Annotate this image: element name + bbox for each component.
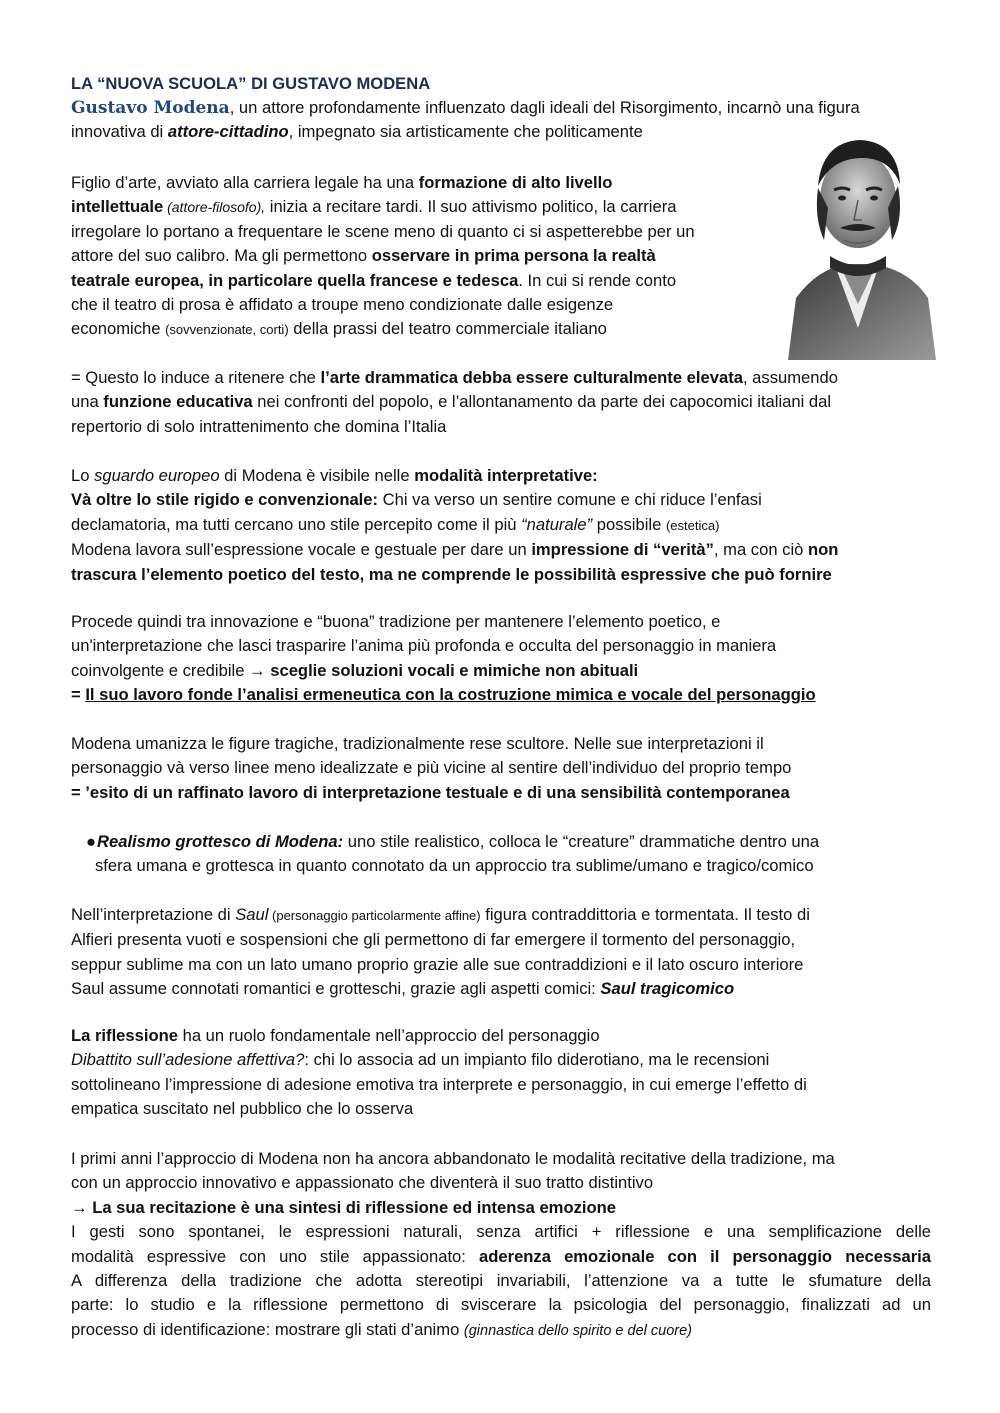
paragraph-formation: Figlio d’arte, avviato alla carriera legale ha una formazione di alto livello intellettuale (attore-filosofo), inizia a recitare tardi. Il suo attivismo politico, la carriera irregolare lo portano a frequentare le scene meno di quanto ci si aspetterebbe per un attore del suo calibro. Ma gli permettono osservare in prima persona la realtà teatrale europea, in particolare quella francese e tedesca. In cui si rende conto che il teatro di prosa è affidato a troupe meno condizionate dalle esigenze economiche (sovvenzionate, corti) della prassi del teatro commerciale italiano bbox=[71, 173, 695, 339]
paragraph-innovation: Procede quindi tra innovazione e “buona” tradizione per mantenere l’elemento poetico, e un'interpretazione che lasci trasparire l’anima più profonda e occulta del personaggio in maniera coinvolgente e credibile → sceglie soluzioni vocali e mimiche non abituali = Il suo lavoro fonde l’analisi ermeneutica con la costruzione mimica e vocale del personaggio bbox=[71, 612, 816, 705]
paragraph-dramatic-art: = Questo lo induce a ritenere che l’arte drammatica debba essere culturalmente elevata, assumendo una funzione educativa nei confronti del popolo, e l’allontanamento da parte dei capocomici italiani dal repertorio di solo intrattenimento che domina l’Italia bbox=[71, 368, 838, 436]
paragraph-european-view: Lo sguardo europeo di Modena è visibile nelle modalità interpretative: Và oltre lo stile rigido e convenzionale: Chi va verso un sentire comune e chi riduce l’enfasi declamatoria, ma tutti cercano uno stile percepito come il più “naturale” possibile (estetica) Modena lavora sull’espressione vocale e gestuale per dare un impressione di “verità”, ma con ciò non trascura l’elemento poetico del testo, ma ne comprende le possibilità espressive che può fornire bbox=[71, 466, 839, 584]
paragraph-humanization: Modena umanizza le figure tragiche, tradizionalmente rese scultore. Nelle sue interpretazioni il personaggio và verso linee meno idealizzate e più vicine al sentire dell’individuo del proprio tempo = ’esito di un raffinato lavoro di interpretazione testuale e di una sensibilità contemporanea bbox=[71, 734, 792, 802]
paragraph-reflection: La riflessione ha un ruolo fondamentale nell’approccio del personaggio Dibattito sull’adesione affettiva?: chi lo associa ad un impianto filo diderotiano, ma le recensioni sottolineano l’impressione di adesione emotiva tra interprete e personaggio, in cui emerge l’effetto di empatica suscitato nel pubblico che lo osserva bbox=[71, 1026, 807, 1119]
intro-paragraph: Gustavo Modena, un attore profondamente influenzato dagli ideali del Risorgimento, incarnò una figura innovativa di attore-cittadino, impegnato sia artisticamente che politicamente bbox=[71, 98, 860, 142]
bullet-dot: ● bbox=[86, 832, 97, 851]
bullet-realism: ●Realismo grottesco di Modena: uno stile realistico, colloca le “creature” drammatiche dentro una sfera umana e grottesca in quanto connotato da un approccio tra sublime/umano e tragico/comico bbox=[86, 832, 820, 876]
paragraph-saul: Nell’interpretazione di Saul (personaggio particolarmente affine) figura contraddittoria e tormentata. Il testo di Alfieri presenta vuoti e sospensioni che gli permettono di far emergere il tormento del personaggio, seppur sublime ma con un lato umano proprio grazie alle sue contraddizioni e il lato oscuro interiore Saul assume connotati romantici e grotteschi, grazie agli aspetti comici: Saul tragicomico bbox=[71, 905, 810, 999]
paragraph-early-years: I primi anni l’approccio di Modena non ha ancora abbandonato le modalità recitative della tradizione, ma con un approccio innovativo e appassionato che diventerà il suo tratto distintivo → La sua recitazione è una sintesi di riflessione ed intensa emozione I gesti sono spontanei, le espressioni naturali, senza artifici + riflessione e una semplificazione delle modalità espressive con uno stile appassionato: aderenza emozionale con il personaggio necessaria A differenza della tradizione che adotta stereotipi invariabili, l’attenzione va a tutte le sfumature della parte: lo studio e la riflessione permettono di sviscerare la psicologia del personaggio, finalizzati ad un processo di identificazione: mostrare gli stati d’animo (ginnastica dello spirito e del cuore) bbox=[71, 1149, 931, 1339]
page-title: LA “NUOVA SCUOLA” DI GUSTAVO MODENA bbox=[71, 74, 431, 93]
person-name: Gustavo Modena bbox=[71, 98, 230, 118]
